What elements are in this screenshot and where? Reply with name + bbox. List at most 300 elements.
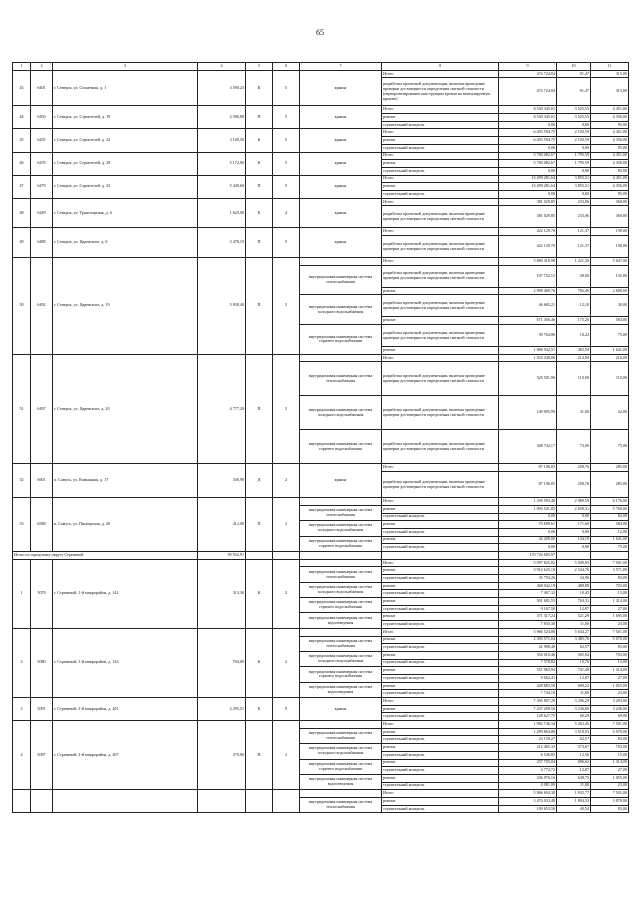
table-cell: 422 129,70 bbox=[499, 228, 557, 236]
table-cell: Итого по городскому округу Стрежевой bbox=[13, 551, 198, 559]
table-cell: 49,00 bbox=[557, 265, 591, 287]
table-cell: 8 530 345,01 bbox=[499, 114, 557, 122]
table-cell bbox=[31, 790, 53, 813]
table-cell: крыша bbox=[300, 129, 382, 152]
table-cell: внутридомовая инженерная система горячего водоснабжения bbox=[300, 325, 382, 355]
table-cell: 6 403 594,75 bbox=[499, 137, 557, 145]
table-cell: крыша bbox=[300, 152, 382, 175]
table-cell: крыша bbox=[300, 70, 382, 106]
table-cell: 285,00 bbox=[591, 464, 629, 472]
table-cell: крыша bbox=[300, 464, 382, 498]
table-cell: 49 bbox=[13, 228, 31, 258]
table-cell: г. Северск, ул. Строителей, д. 29 bbox=[53, 152, 198, 175]
table-row bbox=[13, 258, 629, 266]
table-cell: 10,76 bbox=[557, 659, 591, 667]
table-cell: 474 724,84 bbox=[499, 70, 557, 78]
table-cell: 0,00 bbox=[499, 513, 557, 521]
table-cell: 233,06 bbox=[557, 206, 591, 228]
table-cell: 2 194,59 bbox=[557, 129, 591, 137]
table-cell: 5 700 082,67 bbox=[499, 152, 557, 160]
table-cell: 6401 bbox=[31, 70, 53, 106]
table-cell: 6479 bbox=[31, 175, 53, 198]
table-cell: 10 bbox=[557, 63, 591, 71]
table-cell: 7 bbox=[300, 63, 382, 71]
table-cell: крыша bbox=[300, 175, 382, 198]
table-cell: К bbox=[246, 70, 273, 106]
table-cell: 32,00 bbox=[591, 396, 629, 430]
table-cell: 5 866 694,38 bbox=[499, 790, 557, 798]
table-cell: 87 196,05 bbox=[499, 472, 557, 498]
table-cell bbox=[300, 498, 382, 506]
table-cell: 47 bbox=[13, 175, 31, 198]
table-cell: внутридомовая инженерная система горячего водоснабжения bbox=[300, 430, 382, 464]
table-cell: г. Северск, ул. Царевского, д. 19 bbox=[53, 258, 198, 355]
table-cell: ремонт bbox=[382, 137, 499, 145]
table-cell bbox=[300, 551, 382, 559]
table-cell: 1 bbox=[13, 63, 31, 71]
table-cell: Итого bbox=[382, 175, 499, 183]
table-cell: 5 bbox=[273, 70, 300, 106]
table-cell: 2 bbox=[13, 628, 31, 697]
table-cell: 1 055,00 bbox=[591, 774, 629, 782]
table-cell: г. Северск, ул. Солнечная, д. 1 bbox=[53, 70, 198, 106]
table-cell: 3 485,76 bbox=[557, 636, 591, 644]
table-cell: г. Северск, ул. Царевского, д. 6 bbox=[53, 228, 198, 258]
table-cell: строительный контроль bbox=[382, 190, 499, 198]
table-cell bbox=[300, 721, 382, 729]
table-cell: 135,00 bbox=[591, 265, 629, 287]
table-cell: 7 501,00 bbox=[591, 628, 629, 636]
table-cell: 1 894,33 bbox=[557, 797, 591, 805]
table-cell: строительный контроль bbox=[382, 767, 499, 775]
table-cell: 7 501,00 bbox=[591, 559, 629, 567]
table-cell: 573,67 bbox=[557, 744, 591, 752]
table-cell: 0,00 bbox=[499, 121, 557, 129]
table-cell: 82,00 bbox=[591, 513, 629, 521]
table-cell: 0,00 bbox=[557, 513, 591, 521]
table-cell: Итого bbox=[382, 698, 499, 706]
table-cell: ремонт bbox=[382, 667, 499, 675]
table-cell: ремонт bbox=[382, 744, 499, 752]
table-cell: строительный контроль bbox=[382, 513, 499, 521]
table-cell: 3 525,55 bbox=[557, 114, 591, 122]
table-cell: К bbox=[246, 198, 273, 228]
table-cell: 1 093 541,85 bbox=[499, 505, 557, 513]
table-cell: строительный контроль bbox=[382, 121, 499, 129]
table-cell: строительный контроль bbox=[382, 713, 499, 721]
table-cell: внутридомовая инженерная система водоотведения bbox=[300, 774, 382, 789]
table-cell: 1 299 864,88 bbox=[499, 728, 557, 736]
table-cell: строительный контроль bbox=[382, 528, 499, 536]
table-row bbox=[13, 698, 629, 706]
table-cell: Итого bbox=[382, 721, 499, 729]
table-cell: 5 bbox=[273, 258, 300, 355]
table-cell bbox=[246, 790, 273, 813]
page-number: 65 bbox=[316, 28, 324, 37]
table-cell: 0,00 bbox=[557, 144, 591, 152]
table-cell: г. Северск, ул. Строителей, д. 33 bbox=[53, 175, 198, 198]
table-cell: строительный контроль bbox=[382, 605, 499, 613]
table-cell: 212 465,33 bbox=[499, 744, 557, 752]
table-cell: 11,00 bbox=[557, 621, 591, 629]
table-cell: 7 467,32 bbox=[499, 590, 557, 598]
table-cell: 236 976,16 bbox=[499, 774, 557, 782]
table-cell: разработка проектной документации, включая проведение проверки достоверности определения сметной стоимости bbox=[382, 325, 499, 347]
table-cell: К bbox=[246, 129, 273, 152]
table-cell: 2 658,31 bbox=[557, 505, 591, 513]
table-cell: Итого bbox=[382, 228, 499, 236]
table-cell: г. Стрежевой, 1-й микрорайон, д. 142 bbox=[53, 559, 198, 628]
table-cell: разработка проектной документации, включая проведение проверки достоверности определения сметной стоимости bbox=[382, 396, 499, 430]
table-cell: Итого bbox=[382, 106, 499, 114]
table-cell: внутридомовая инженерная система холодного водоснабжения bbox=[300, 744, 382, 759]
table-cell: Итого bbox=[382, 258, 499, 266]
table-cell: п. Самусь, ул. Пионерская, д. 20 bbox=[53, 498, 198, 552]
table-cell: 5 966 524,80 bbox=[499, 628, 557, 636]
table-cell: 5097 bbox=[31, 721, 53, 790]
table-cell: 1 055,00 bbox=[591, 682, 629, 690]
table-cell: 5 880 318,98 bbox=[499, 258, 557, 266]
table-cell: 5 bbox=[273, 175, 300, 198]
table-cell: 190,00 bbox=[591, 228, 629, 236]
table-cell: 370,00 bbox=[198, 721, 246, 790]
table-cell: 368 942,19 bbox=[499, 582, 557, 590]
table-cell: П bbox=[246, 721, 273, 790]
table-cell: строительный контроль bbox=[382, 644, 499, 652]
table-cell: ремонт bbox=[382, 759, 499, 767]
table-cell: 3 bbox=[13, 698, 31, 721]
table-cell: 489,88 bbox=[557, 582, 591, 590]
table-cell: 257 705,04 bbox=[499, 759, 557, 767]
table-cell: 62,57 bbox=[557, 644, 591, 652]
table-cell: ремонт bbox=[382, 183, 499, 191]
table-cell: 4 081,09 bbox=[499, 782, 557, 790]
table-cell: внутридомовая инженерная система холодного водоснабжения bbox=[300, 295, 382, 325]
table-cell: 704,31 bbox=[557, 598, 591, 606]
table-cell: Итого bbox=[382, 498, 499, 506]
table-cell: 51 bbox=[13, 354, 31, 464]
table-row bbox=[13, 175, 629, 183]
table-cell: ремонт bbox=[382, 160, 499, 168]
table-cell: 60,29 bbox=[557, 713, 591, 721]
table-cell: 0,00 bbox=[557, 528, 591, 536]
table-cell bbox=[273, 551, 300, 559]
table-cell: 4 bbox=[198, 63, 246, 71]
table-cell: 5 bbox=[273, 228, 300, 258]
table-cell: ремонт bbox=[382, 705, 499, 713]
table-cell: 12,87 bbox=[557, 605, 591, 613]
capital-repair-table bbox=[12, 62, 629, 813]
table-cell: 1 bbox=[13, 559, 31, 628]
table-cell: 5 bbox=[273, 129, 300, 152]
table-cell: разработка проектной документации, включая проведение проверки достоверности определения сметной стоимости bbox=[382, 472, 499, 498]
table-cell: 505,84 bbox=[557, 651, 591, 659]
header-row bbox=[13, 63, 629, 71]
table-cell: п. Самусь, ул. Камышная, д. 17 bbox=[53, 464, 198, 498]
table-cell: ремонт bbox=[382, 598, 499, 606]
table-cell: 46 665,21 bbox=[499, 295, 557, 317]
table-row bbox=[13, 152, 629, 160]
table-cell: 2 608,00 bbox=[591, 287, 629, 295]
table-cell: 43 bbox=[13, 70, 31, 106]
table-cell: 315,00 bbox=[591, 70, 629, 78]
table-cell: внутридомовая инженерная система теплоснабжения bbox=[300, 265, 382, 295]
table-cell: 12,56 bbox=[557, 751, 591, 759]
table-cell: 2 bbox=[273, 559, 300, 628]
table-cell: 11,00 bbox=[557, 782, 591, 790]
table-cell: г. Стрежевой, 2-й микрорайон, д. 201 bbox=[53, 698, 198, 721]
table-cell: внутридомовая инженерная система теплоснабжения bbox=[300, 362, 382, 396]
table-cell: 7 578,82 bbox=[499, 659, 557, 667]
table-cell: К bbox=[246, 698, 273, 721]
table-cell: 5 172,00 bbox=[198, 152, 246, 175]
table-cell: ремонт bbox=[382, 287, 499, 295]
table-cell: Итого bbox=[382, 152, 499, 160]
table-cell: 5 949,05 bbox=[557, 559, 591, 567]
table-cell: 2 544,76 bbox=[557, 567, 591, 575]
table-cell: 1 935,77 bbox=[557, 790, 591, 798]
table-cell: 3 590,23 bbox=[198, 70, 246, 106]
table-cell: 0,00 bbox=[499, 528, 557, 536]
table-cell: 2 506,80 bbox=[198, 106, 246, 129]
table-cell: ремонт bbox=[382, 521, 499, 529]
table-cell: 521,29 bbox=[557, 613, 591, 621]
table-cell: 3 478,10 bbox=[198, 228, 246, 258]
table-cell: 10,22 bbox=[557, 325, 591, 347]
table-cell: 696,62 bbox=[557, 759, 591, 767]
table-cell: 121,37 bbox=[557, 228, 591, 236]
table-cell: 0,00 bbox=[557, 544, 591, 552]
table-cell: 5 647,00 bbox=[591, 258, 629, 266]
table-cell: г. Стрежевой, 2-й микрорайон, д. 207 bbox=[53, 721, 198, 790]
table-cell: 23,00 bbox=[591, 621, 629, 629]
table-cell: 5 bbox=[246, 63, 273, 71]
table-cell: 9 bbox=[273, 698, 300, 721]
table-cell: ремонт bbox=[382, 774, 499, 782]
table-cell: 0,00 bbox=[499, 190, 557, 198]
table-cell: 15,00 bbox=[591, 659, 629, 667]
table-cell: 5 769,00 bbox=[591, 505, 629, 513]
table-cell: 69,00 bbox=[591, 713, 629, 721]
table-cell: 46 bbox=[13, 152, 31, 175]
table-cell: внутридомовая инженерная система теплоснабжения bbox=[300, 797, 382, 812]
table-cell: 13 299 281,64 bbox=[499, 183, 557, 191]
table-cell: 4 451,00 bbox=[591, 152, 629, 160]
table-row bbox=[13, 721, 629, 729]
table-cell: 704,00 bbox=[198, 628, 246, 697]
table-cell: 11,00 bbox=[557, 690, 591, 698]
table-cell bbox=[198, 790, 246, 813]
table-cell: 0,00 bbox=[557, 167, 591, 175]
table-cell: 5 bbox=[273, 152, 300, 175]
table-cell: 703,00 bbox=[591, 744, 629, 752]
table-cell: Итого bbox=[382, 559, 499, 567]
table-cell: 128 627,75 bbox=[499, 713, 557, 721]
table-cell: Итого bbox=[382, 354, 499, 362]
table-cell: внутридомовая инженерная система холодного водоснабжения bbox=[300, 651, 382, 666]
table-cell: 42 209,00 bbox=[499, 536, 557, 544]
table-cell: 15,00 bbox=[591, 751, 629, 759]
table-cell: разработка проектной документации, включая проведение проверки достоверности определения сметной стоимости bbox=[382, 362, 499, 396]
table-cell: 258,76 bbox=[557, 464, 591, 472]
table-cell: 3 912 625,10 bbox=[499, 567, 557, 575]
table-cell: 5091 bbox=[31, 698, 53, 721]
table-cell: П bbox=[246, 106, 273, 129]
table-cell: 110,00 bbox=[557, 362, 591, 396]
table-cell: 2 bbox=[273, 721, 300, 790]
table-cell: 45 bbox=[13, 129, 31, 152]
table-cell: 703,00 bbox=[591, 582, 629, 590]
table-cell: 12,87 bbox=[557, 674, 591, 682]
table-cell: внутридомовая инженерная система холодного водоснабжения bbox=[300, 582, 382, 597]
table-cell: ремонт bbox=[382, 317, 499, 325]
table-cell: 6488 bbox=[31, 228, 53, 258]
table-cell: 3 571,00 bbox=[591, 567, 629, 575]
table-cell: ремонт bbox=[382, 114, 499, 122]
table-cell: 428 883,58 bbox=[499, 682, 557, 690]
table-cell: крыша bbox=[300, 106, 382, 129]
table-cell: 5 070,00 bbox=[591, 728, 629, 736]
table-cell: 75,00 bbox=[591, 430, 629, 464]
table-cell: 3 474 033,48 bbox=[499, 797, 557, 805]
table-cell: 44 bbox=[13, 106, 31, 129]
table-cell: 35 793,26 bbox=[499, 575, 557, 583]
table-cell: П bbox=[246, 258, 273, 355]
table-cell: внутридомовая инженерная система горячего водоснабжения bbox=[300, 759, 382, 774]
table-cell: 70 699,61 bbox=[499, 521, 557, 529]
table-cell: 584,00 bbox=[591, 317, 629, 325]
table-cell: 3 293,00 bbox=[591, 698, 629, 706]
table-cell: 83,00 bbox=[591, 736, 629, 744]
table-cell: 7 501,00 bbox=[591, 790, 629, 798]
table-cell: 0,00 bbox=[499, 544, 557, 552]
table-cell: внутридомовая инженерная система теплоснабжения bbox=[300, 636, 382, 651]
table-cell: 30,00 bbox=[591, 295, 629, 317]
table-cell: внутридомовая инженерная система водоотведения bbox=[300, 613, 382, 628]
table-cell: 23,00 bbox=[591, 690, 629, 698]
table-cell: 422 129,70 bbox=[499, 236, 557, 258]
table-row bbox=[13, 228, 629, 236]
table-cell: 48 bbox=[13, 198, 31, 228]
table-cell: П bbox=[246, 228, 273, 258]
table-cell: ремонт bbox=[382, 505, 499, 513]
table-cell: 9 062,41 bbox=[499, 674, 557, 682]
table-cell: 11 bbox=[591, 63, 629, 71]
table-cell: строительный контроль bbox=[382, 167, 499, 175]
table-cell: 1 314,00 bbox=[591, 598, 629, 606]
table-cell: К bbox=[246, 628, 273, 697]
table-row bbox=[13, 628, 629, 636]
table-cell: 52 bbox=[13, 464, 31, 498]
table-cell: 703,00 bbox=[591, 651, 629, 659]
table-cell: 2 bbox=[31, 63, 53, 71]
table-cell: 8 530 345,01 bbox=[499, 106, 557, 114]
table-cell: г. Северск, ул. Строителей, д. 19 bbox=[53, 106, 198, 129]
table-cell: внутридомовая инженерная система горячего водоснабжения bbox=[300, 598, 382, 613]
table-cell: 1 795,59 bbox=[557, 152, 591, 160]
table-cell bbox=[246, 551, 273, 559]
table-cell: 5 700 082,67 bbox=[499, 160, 557, 168]
table-cell: 7 437 299,50 bbox=[499, 705, 557, 713]
table-cell: 6476 bbox=[31, 152, 53, 175]
table-cell: разработка проектной документации, включая проведение проверки достоверности определения сметной стоимости bbox=[382, 236, 499, 258]
table-cell: 39 764,86 bbox=[499, 325, 557, 347]
table-cell: ремонт bbox=[382, 682, 499, 690]
table-cell: 95 932,91 bbox=[198, 551, 246, 559]
subtotal-row bbox=[13, 551, 629, 559]
table-cell bbox=[300, 628, 382, 636]
table-cell: 107 752,15 bbox=[499, 265, 557, 287]
table-cell: 5 070,00 bbox=[591, 636, 629, 644]
table-cell: 27,00 bbox=[591, 767, 629, 775]
table-cell: 501 681,53 bbox=[499, 598, 557, 606]
table-cell: строительный контроль bbox=[382, 805, 499, 813]
table-cell bbox=[300, 559, 382, 567]
table-cell: 5079 bbox=[31, 559, 53, 628]
table-cell: 2 bbox=[273, 628, 300, 697]
table-cell: 75,00 bbox=[591, 544, 629, 552]
table-cell: 190,00 bbox=[591, 236, 629, 258]
table-cell: строительный контроль bbox=[382, 736, 499, 744]
table-cell: крыша bbox=[300, 228, 382, 258]
table-cell: г. Северск, ул. Строителей, д. 22 bbox=[53, 129, 198, 152]
table-cell: крыша bbox=[300, 698, 382, 721]
table-cell: 4 356,00 bbox=[591, 137, 629, 145]
table-cell: ремонт bbox=[382, 347, 499, 355]
table-cell: 4 451,00 bbox=[591, 129, 629, 137]
table-cell: 12,18 bbox=[557, 295, 591, 317]
table-row bbox=[13, 198, 629, 206]
table-cell: ремонт bbox=[382, 582, 499, 590]
table-cell: 2 194,59 bbox=[557, 137, 591, 145]
table-cell: 2 393 571,04 bbox=[499, 636, 557, 644]
table-row bbox=[13, 106, 629, 114]
table-cell: 5 097 825,82 bbox=[499, 559, 557, 567]
table-cell: 6588 bbox=[31, 498, 53, 552]
table-cell: строительный контроль bbox=[382, 590, 499, 598]
table-cell: 1 314,00 bbox=[591, 667, 629, 675]
table-cell: 360,00 bbox=[591, 198, 629, 206]
table-cell: г. Северск, ул. Транспортная, д. 6 bbox=[53, 198, 198, 228]
table-cell: 83,00 bbox=[591, 575, 629, 583]
table-cell: 1 625,00 bbox=[198, 198, 246, 228]
table-cell: 9 bbox=[499, 63, 557, 71]
table-cell: строительный контроль bbox=[382, 674, 499, 682]
table-cell: 41 908,48 bbox=[499, 644, 557, 652]
table-cell: К bbox=[246, 152, 273, 175]
table-cell: 50 bbox=[13, 258, 31, 355]
table-cell: 3 870,00 bbox=[591, 797, 629, 805]
table-cell: 9 167,50 bbox=[499, 605, 557, 613]
table-cell: 6450 bbox=[31, 106, 53, 129]
table-cell: 6449 bbox=[31, 198, 53, 228]
table-cell: 110,00 bbox=[591, 362, 629, 396]
table-cell: 1 641,00 bbox=[591, 536, 629, 544]
table-cell: 258,76 bbox=[557, 472, 591, 498]
table-cell: 3 296,29 bbox=[557, 698, 591, 706]
table-cell: 216,00 bbox=[591, 354, 629, 362]
table-cell bbox=[300, 258, 382, 266]
table-cell: 7 833,30 bbox=[499, 621, 557, 629]
table-cell: 233,06 bbox=[557, 198, 591, 206]
table-cell: 12,87 bbox=[557, 767, 591, 775]
table-cell: 23 159,27 bbox=[499, 736, 557, 744]
table-cell: Итого bbox=[382, 628, 499, 636]
table-cell: 584,00 bbox=[591, 521, 629, 529]
table-cell: 551 963,94 bbox=[499, 667, 557, 675]
table-cell: 6492 bbox=[31, 258, 53, 355]
table-cell: 109 653,56 bbox=[499, 805, 557, 813]
